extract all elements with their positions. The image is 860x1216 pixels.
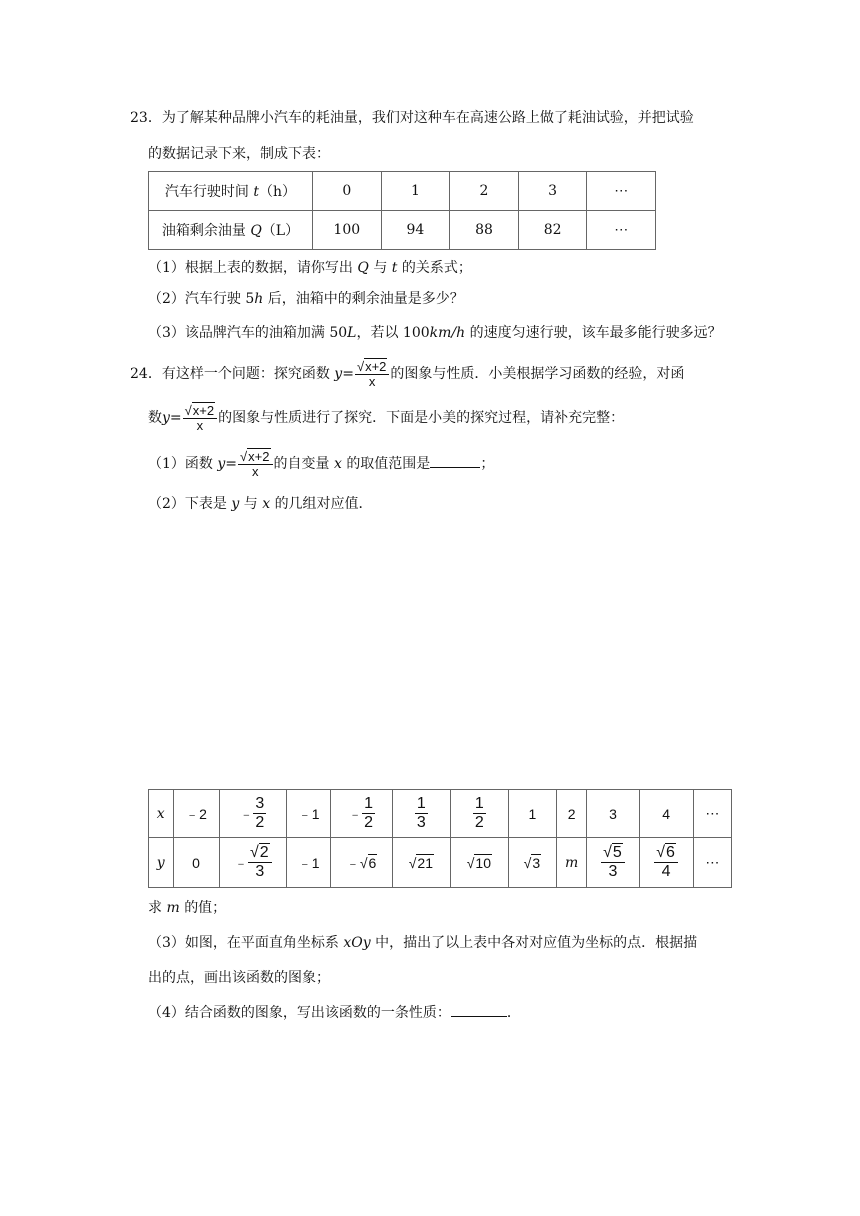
table-cell: 3 [518, 172, 587, 211]
table-cell: 4 [639, 790, 693, 838]
table-cell: √10 [450, 838, 508, 888]
q24-row-y [149, 838, 732, 888]
table-cell: 1 [381, 172, 450, 211]
table-cell: ⋯ [587, 172, 656, 211]
q24-sub1: （1）函数 y= $\frac{√x+2}{x}$ 的自变量 x 的取值范围是 ； [148, 448, 495, 479]
table-cell: ⋯ [693, 790, 731, 838]
q24-sub3-line1: （3）如图，在平面直角坐标系 xOy 中，描出了以上表中各对对应值为坐标的点．根据描 [148, 935, 698, 951]
table-cell: √21 [392, 838, 450, 888]
q24-line2: 数y= $\frac{√x+2}{x}$ 的图象与性质进行了探究．下面是小美的探究过程，请补充完整： [148, 402, 625, 433]
table-cell: 0 [312, 172, 381, 211]
table-cell: ⋯ [693, 838, 731, 888]
q24-sub4: （4）结合函数的图象，写出该函数的一条性质： ． [148, 1002, 521, 1023]
table-cell: $\frac{1}{3}$ [392, 790, 450, 838]
table-cell: $\frac{1}{2}$ [450, 790, 508, 838]
table-cell: ﹣√6 [331, 838, 393, 888]
q23-line1: 23．为了解某种品牌小汽车的耗油量，我们对这种车在高速公路上做了耗油试验，并把试验 [130, 110, 694, 126]
function-fraction: $\frac{√x+2}{x}$ [183, 404, 217, 433]
table-cell: 94 [381, 211, 450, 250]
table-cell: 88 [450, 211, 519, 250]
q24-sub3-line2: 出的点，画出该函数的图象； [148, 970, 330, 986]
table-cell: 2 [450, 172, 519, 211]
q24-row-x [149, 790, 732, 838]
function-fraction: $\frac{√x+2}{x}$ [355, 360, 389, 389]
table-cell: 82 [518, 211, 587, 250]
q23-sub1: （1）根据上表的数据，请你写出 Q 与 t 的关系式； [148, 260, 472, 276]
table-cell: $\frac{√6}{4}$ [639, 838, 693, 888]
q23-line2: 的数据记录下来，制成下表： [148, 146, 330, 162]
q24-sub2: （2）下表是 y 与 x 的几组对应值． [148, 496, 373, 512]
x-label: x [149, 790, 174, 838]
q24-table [148, 789, 732, 888]
answer-blank[interactable] [430, 453, 480, 468]
table-cell: 2 [556, 790, 586, 838]
table-cell: 1 [508, 790, 556, 838]
q23-row-time-label: 汽车行驶时间 t（h） [149, 172, 313, 211]
table-cell: ﹣ $\frac{1}{2}$ [331, 790, 393, 838]
q23-row-volume-label: 油箱剩余油量 Q（L） [149, 211, 313, 250]
q23-row-volume [149, 211, 656, 250]
q23-row-time [149, 172, 656, 211]
q23-sub2: （2）汽车行驶 5h 后，油箱中的剩余油量是多少？ [148, 291, 464, 307]
q24-line1: 24．有这样一个问题：探究函数 y= $\frac{√x+2}{x}$ 的图象与性质．小美根据学习函数的经验，对函 [130, 358, 685, 389]
table-cell: $\frac{√5}{3}$ [587, 838, 639, 888]
table-cell: m [556, 838, 586, 888]
table-cell: √3 [508, 838, 556, 888]
table-cell: 0 [173, 838, 219, 888]
table-cell: ﹣ $\frac{√2}{3}$ [219, 838, 287, 888]
table-cell: ﹣2 [173, 790, 219, 838]
table-cell: 3 [587, 790, 639, 838]
q23-sub3: （3）该品牌汽车的油箱加满 50L，若以 100km/h 的速度匀速行驶，该车最多能行驶多远？ [148, 325, 722, 341]
table-cell: ﹣ $\frac{3}{2}$ [219, 790, 287, 838]
answer-blank[interactable] [451, 1002, 507, 1017]
q23-table [148, 171, 656, 250]
function-fraction: $\frac{√x+2}{x}$ [238, 450, 272, 479]
table-cell: ﹣1 [287, 790, 331, 838]
table-cell: 100 [312, 211, 381, 250]
q24-after-table: 求 m 的值； [148, 900, 227, 916]
table-cell: ⋯ [587, 211, 656, 250]
table-cell: ﹣1 [287, 838, 331, 888]
y-label: y [149, 838, 174, 888]
